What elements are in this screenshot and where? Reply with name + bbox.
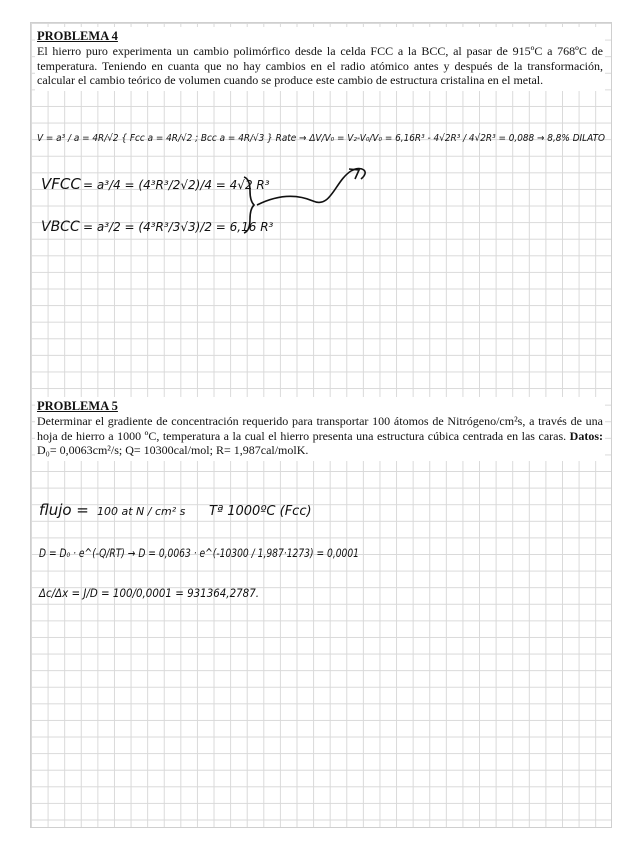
- problem-4-block: [35, 27, 605, 91]
- hw-vfcc-label: VFCC: [41, 175, 81, 193]
- hw-vbcc-equation: = a³/2 = (4³R³/3√3)/2 = 6,16 R³: [83, 220, 274, 234]
- problem-4-handwritten-solution: [31, 119, 611, 249]
- problem-5-handwritten-solution: [31, 491, 611, 621]
- hw-line-volume-change: V = a³ / a = 4R/√2 { Fcc a = 4R/√2 ; Bcc a = 4R/√3 } Rate → ΔV/V₀ = V₂-V₀/V₀ = 6,16R³ - 4√2R³ / 4√2R³ = 0,088 → 8,8% DILATO: [37, 133, 606, 144]
- problem-5-statement-main: Determinar el gradiente de concentración requerido para transportar 100 átomos de Nitrógeno/cm²s, a través de una hoja de hierro a 1000 ºC, temperatura a la cual el hierro presenta una estructura cúbica centrada en las caras.: [37, 414, 603, 443]
- problem-4-title: PROBLEMA 4: [37, 29, 118, 43]
- hw-flujo-label: flujo =: [39, 501, 89, 519]
- hw-concentration-gradient: Δc/Δx = J/D = 100/0,0001 = 931364,2787.: [38, 586, 259, 600]
- problem-5-datos-label: Datos:: [569, 428, 603, 443]
- hw-vbcc-label: VBCC: [41, 219, 80, 235]
- hw-vfcc-equation: = a³/4 = (4³R³/2√2)/4 = 4√2 R³: [83, 178, 270, 192]
- hw-diffusion-coefficient: D = D₀ · e^(-Q/RT) → D = 0,0063 · e^(-10300 / 1,987·1273) = 0,0001: [39, 546, 359, 560]
- problem-5-title: PROBLEMA 5: [37, 399, 118, 413]
- problem-5-block: [35, 397, 605, 461]
- grid-paper-sheet: [30, 22, 612, 828]
- problem-5-statement: [37, 414, 603, 458]
- wavy-arrow-mark: [257, 169, 365, 205]
- hw-flujo-value: 100 at N / cm² s: [97, 505, 186, 518]
- hw-temperature: Tª 1000ºC (Fcc): [209, 504, 312, 519]
- problem-5-datos: D₀= 0,0063cm²/s; Q= 10300cal/mol; R= 1,987cal/molK.: [37, 443, 309, 457]
- problem-4-statement: El hierro puro experimenta un cambio polimórfico desde la celda FCC a la BCC, al pasar de 915ºC a 768ºC de temperatura. Teniendo en cuanta que no hay cambios en el radio atómico antes y después de la transformación, calcular el cambio teórico de volumen cuando se produce este cambio de estructura cristalina en el metal.: [37, 44, 603, 87]
